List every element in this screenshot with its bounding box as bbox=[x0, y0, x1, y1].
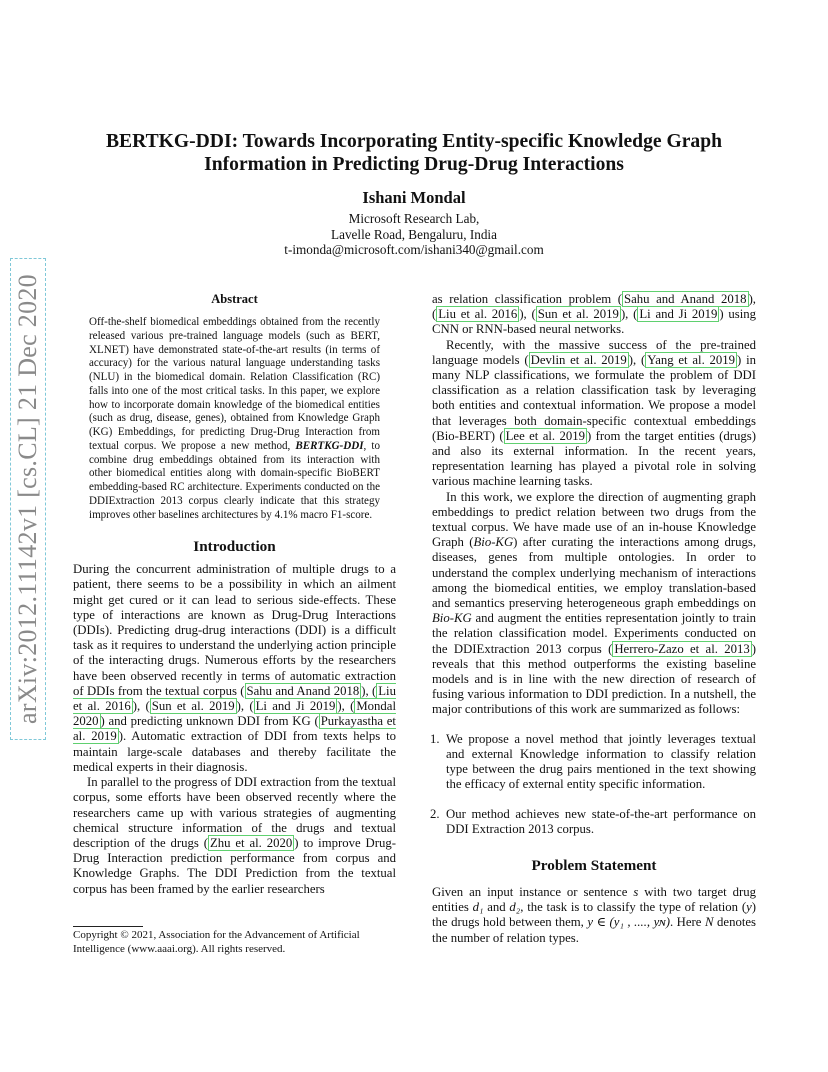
title-line-1: BERTKG-DDI: Towards Incorporating Entity-specific Knowledge Graph bbox=[105, 131, 722, 152]
list-item: 2. Our method achieves new state-of-the-art performance on DDI Extraction 2013 corpus. bbox=[430, 806, 756, 836]
citation-link[interactable]: Sahu and Anand 2018 bbox=[246, 683, 360, 698]
citation-link[interactable]: Sun et al. 2019 bbox=[537, 307, 619, 322]
left-column bbox=[73, 292, 396, 897]
author-name: Ishani Mondal bbox=[362, 188, 466, 207]
citation-link[interactable]: Devlin et al. 2019 bbox=[530, 352, 627, 367]
citation-link[interactable]: Mondal 2020 bbox=[73, 699, 396, 729]
right-column bbox=[432, 292, 756, 946]
affiliation-block bbox=[84, 211, 744, 258]
copyright-footnote: Copyright © 2021, Association for the Advancement of Artificial Intelligence (www.aaai.org). All rights reserved. bbox=[73, 929, 360, 955]
problem-statement-text: Given an input instance or sentence s with two target drug entities d₁ and d₂, the task is to classify the type of relation (y) the drugs hold between them, y ∈ (y₁ , ...., yɴ). Here N denotes the number of relation types. bbox=[432, 884, 756, 945]
citation-link[interactable]: Herrero-Zazo et al. 2013 bbox=[614, 641, 750, 656]
right-paragraph-0: as relation classification problem ( Sahu and Anand 2018 ), ( Liu et al. 2016 ), ( Sun et al. 2019 ), ( Li and Ji 2019 ) using CNN or RNN-based neural networks. bbox=[432, 292, 757, 337]
citation-link[interactable]: Sahu and Anand 2018 bbox=[624, 292, 747, 306]
citation-link[interactable]: Liu et al. 2016 bbox=[438, 307, 518, 322]
citation-link[interactable]: Sun et al. 2019 bbox=[151, 699, 235, 714]
method-name: BERTKG-DDI bbox=[295, 439, 364, 452]
knowledge-graph-name: Bio-KG bbox=[473, 535, 514, 550]
knowledge-graph-name: Bio-KG bbox=[432, 611, 472, 626]
contributions-list bbox=[432, 732, 756, 837]
list-item: 1. We propose a novel method that jointly leverages textual and external Knowledge information to classify relation type between the drug pairs mentioned in the text showing the efficacy of external entity specific information. bbox=[430, 731, 756, 792]
problem-statement-heading: Problem Statement bbox=[531, 856, 657, 874]
abstract-text: Off-the-shelf biomedical embeddings obtained from the recently released various pre-trained language models (such as BERT, XLNET) have demonstrated state-of-the-art results (in terms of accuracy) for the various natural language understanding tasks (NLU) in the biomedical domain. Relation Classification (RC) falls into one of the most critical tasks. In this paper, we explore how to incorporate domain knowledge of the biomedical entities (such as drug, disease, genes), obtained from Knowledge Graph (KG) Embeddings, for predicting Drug-Drug Interaction from textual corpus. We propose a new method, BERTKG-DDI, to combine drug embeddings obtained from its interaction with other biomedical entities along with domain-specific BioBERT embedding-based RC architecture. Experiments conducted on the DDIExtraction 2013 corpus clearly indicate that this strategy improves other baselines architectures by 4.1% macro F1-score. bbox=[89, 316, 381, 521]
citation-link[interactable]: Li and Ji 2019 bbox=[639, 307, 718, 322]
paper-title bbox=[84, 130, 744, 176]
citation-link[interactable]: Yang et al. 2019 bbox=[647, 352, 736, 367]
abstract-heading: Abstract bbox=[211, 292, 258, 306]
citation-link[interactable]: Lee et al. 2019 bbox=[505, 428, 585, 443]
footnote-divider bbox=[73, 926, 143, 927]
citation-link[interactable]: Purkayastha et al. 2019 bbox=[73, 714, 396, 744]
right-paragraph-2: In this work, we explore the direction of augmenting graph embeddings to predict relation between two drugs from the textual corpus. We have made use of an in-house Knowledge Graph (Bio-KG) after curating the interactions among drugs, diseases, genes from multiple ontologies. In order to understand the complex underlying mechanism of interactions among the biomedical entities, we employ translation-based and semantics preserving heterogeneous graph embeddings on Bio-KG and augment the entities representation jointly to train the relation classification model. Experiments conducted on the DDIExtraction 2013 corpus ( Herrero-Zazo et al. 2013 ) reveals that this method outperforms the existing baseline models and is in line with the new direction of research of fusing various information to DDI prediction. In a nutshell, the major contributions of this work are summarized as follows: bbox=[432, 489, 757, 717]
introduction-heading: Introduction bbox=[193, 538, 276, 556]
citation-link[interactable]: Li and Ji 2019 bbox=[255, 699, 336, 714]
right-paragraph-1: Recently, with the massive success of the pre-trained language models ( Devlin et al. 2019 ), ( Yang et al. 2019 ) in many NLP classifications, we formulate the problem of DDI classification as a relation classification task by leveraging both entities and contextual information. We propose a model that leverages both domain-specific contextual embeddings (Bio-BERT) ( Lee et al. 2019 ) from the target entities (drugs) and also its external information. In the recent years, representation learning has played a pivotal role in solving various machine learning tasks. bbox=[432, 337, 756, 489]
intro-paragraph-1: During the concurrent administration of multiple drugs to a patient, there seems to be a possibility in which an ailment might get cured or it can lead to serious side-effects. These type of interactions are known as Drug-Drug Interactions (DDIs). Predicting drug-drug interactions (DDI) is a difficult task as it requires to understand the underlying action principle of the interacting drugs. Numerous efforts by the researchers have been observed recently in terms of automatic extraction of DDIs from the textual corpus ( Sahu and Anand 2018 ), ( Liu et al. 2016 ), ( Sun et al. 2019 ), ( Li and Ji 2019 ), ( Mondal 2020 ) and predicting unknown DDI from KG ( Purkayastha et al. 2019 ). Automatic extraction of DDI from texts helps to maintain large-scale databases and thereby facilitate the medical experts in their diagnosis. bbox=[73, 562, 396, 774]
arxiv-identifier: arXiv:2012.11142v1 [cs.CL] 21 Dec 2020 bbox=[13, 274, 42, 724]
arxiv-identifier-stamp bbox=[10, 258, 46, 740]
intro-paragraph-2: In parallel to the progress of DDI extraction from the textual corpus, some efforts have been observed recently where the researchers came up with various strategies of augmenting chemical structure information of the drugs and textual description of the drugs ( Zhu et al. 2020 ) to improve Drug-Drug Interaction prediction performance from corpus and Knowledge Graphs. The DDI Prediction from the textual corpus has been framed by the earlier researchers bbox=[73, 775, 396, 896]
affiliation-line: Lavelle Road, Bengaluru, India bbox=[331, 226, 497, 242]
citation-link[interactable]: Zhu et al. 2020 bbox=[209, 835, 293, 850]
title-line-2: Information in Predicting Drug-Drug Interactions bbox=[204, 154, 624, 175]
affiliation-line: Microsoft Research Lab, bbox=[348, 211, 480, 226]
author-email: t-imonda@microsoft.com/ishani340@gmail.com bbox=[284, 242, 544, 258]
citation-link[interactable]: Liu et al. 2016 bbox=[73, 683, 396, 714]
